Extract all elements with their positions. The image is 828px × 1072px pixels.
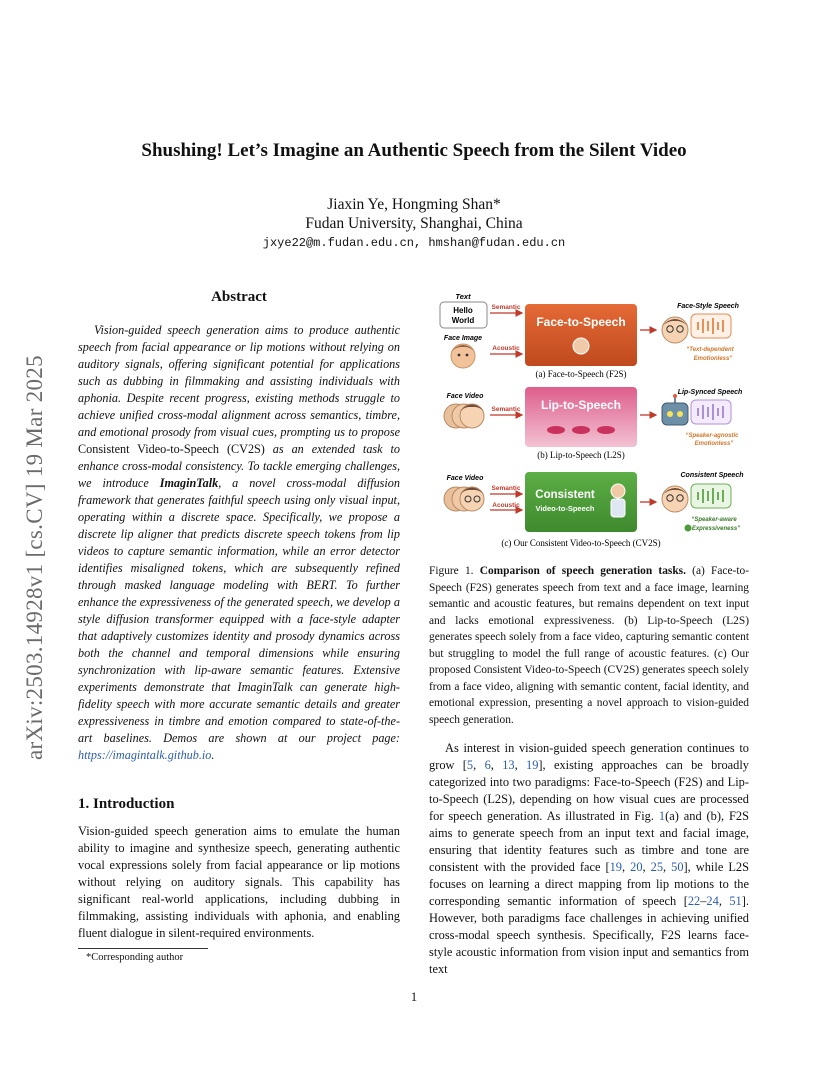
waveform-bubble-a <box>691 314 731 338</box>
paper-title: Shushing! Let’s Imagine an Authentic Speech from the Silent Video <box>141 140 687 161</box>
method-name: ImaginTalk <box>159 476 219 490</box>
speaker-face-icon-c <box>662 486 688 512</box>
text-hello: Hello <box>453 306 473 315</box>
face-video-label-c: Face Video <box>446 475 484 482</box>
cv2s-output-title: Consistent Speech <box>680 472 744 479</box>
figure-caption: Figure 1. Comparison of speech generation tasks. (a) Face-to-Speech (F2S) generates speech from text and a face image, learning semantic and acoustic features, but remains dependent on text input and lacks emotional expressiveness. (b) Lip-to-Speech (L2S) generates speech solely from a face video, capturing semantic content but struggling to model the full range of acoustic features. (c) Our proposed Consistent Video-to-Speech (CV2S) generates speech solely from a face video, aligning with semantic content, facial identity, and emotional expression, presenting a novel approach to vision-guided speech generation. <box>429 565 749 726</box>
arxiv-stamp: arXiv:2503.14928v1 [cs.CV] 19 Mar 2025 <box>22 355 47 760</box>
f2s-output-title: Face-Style Speech <box>677 303 739 310</box>
face-image-label: Face Image <box>443 335 483 342</box>
f2s-box-title: Face-to-Speech <box>536 315 626 329</box>
panel-b-label: (b) Lip-to-Speech (L2S) <box>537 450 625 460</box>
intro-text-right: As interest in vision-guided speech generation continues to grow [5, 6, 13, 19], existing approaches can be broadly categorized into two paradigms: Face-to-Speech (F2S) and Lip-to-Speech (L2S), depending on how visual cues are processed for speech generation. As illustrated in Fig. 1(a) and (b), F2S aims to generate speech from an input text and facial image, ensuring that identity features such as timbre and tone are consistent with the provided face [19, 20, 25, 50], while L2S focuses on learning a direct mapping from lip motions to the corresponding semantic information of speech [22–24, 51]. However, both paradigms face challenges in achieving unified cross-modal speech synthesis. Specifically, F2S learns face-style acoustic information from vision input and semantics from text <box>429 741 749 976</box>
figure-1 <box>428 290 750 552</box>
l2s-box <box>525 387 637 447</box>
page-number: 1 <box>410 990 418 1004</box>
l2s-box-title: Lip-to-Speech <box>541 398 621 412</box>
panel-a-label: (a) Face-to-Speech (F2S) <box>535 369 627 379</box>
teacher-icon <box>611 484 625 517</box>
lips-icon <box>547 426 615 434</box>
check-icon <box>685 525 692 532</box>
affiliation: Fudan University, Shanghai, China <box>305 215 523 232</box>
project-link[interactable]: https://imagintalk.github.io <box>78 748 212 762</box>
f2s-box <box>525 304 637 366</box>
speaker-face-icon <box>662 317 688 343</box>
face-video-label-b: Face Video <box>446 393 484 400</box>
text-input-label: Text <box>455 292 471 301</box>
arrow-acoustic-label: Acoustic <box>492 345 520 352</box>
cv2s-box-title: Consistent <box>535 489 595 501</box>
footnote: *Corresponding author <box>86 952 184 963</box>
cv2s-note-2: Expressiveness” <box>691 526 741 532</box>
intro-text: Vision-guided speech generation aims to emulate the human ability to imagine and synthesize speech, generating authentic vocal expressions solely from facial appearance or lip motions without relying on auditory signals. This capability has significant real-world applications, including dubbing in filmmaking, assisting individuals with aphonia, and enabling fluent dialogue in silent-required environments. <box>78 824 400 940</box>
intro-heading: 1. Introduction <box>78 796 175 812</box>
l2s-note: “Speaker-agnostic <box>685 433 739 439</box>
arrow-semantic-label: Semantic <box>491 304 521 311</box>
robot-icon <box>662 394 688 425</box>
face-video-icon-c <box>444 487 484 511</box>
abstract-heading: Abstract <box>211 289 267 305</box>
cv2s-note: “Speaker-aware <box>691 517 737 523</box>
task-term: Consistent Video-to-Speech (CV2S) <box>78 442 265 456</box>
arrow-acoustic-label-c: Acoustic <box>492 502 520 509</box>
panel-b <box>444 387 742 460</box>
f2s-person-icon <box>573 338 589 354</box>
f2s-note: “Text-dependent <box>686 347 734 353</box>
arrow-semantic-label-c: Semantic <box>491 485 521 492</box>
l2s-output-title: Lip-Synced Speech <box>677 389 743 396</box>
authors: Jiaxin Ye, Hongming Shan* <box>327 196 501 213</box>
waveform-bubble-b <box>691 400 731 424</box>
waveform-bubble-c <box>691 484 731 508</box>
footnote-rule <box>78 948 208 949</box>
f2s-note-2: Emotionless” <box>693 356 733 362</box>
face-video-icon-b <box>444 404 484 428</box>
panel-c <box>444 472 744 548</box>
cv2s-box-subtitle: Video-to-Speech <box>535 504 595 513</box>
panel-a <box>440 292 739 379</box>
abstract-text: Vision-guided speech generation aims to produce authentic speech from facial appearance or lip motions without relying on auditory signals, offering significant potential for applications such as dubbing in filmmaking and assisting individuals with aphonia. Despite recent progress, existing methods struggle to achieve unified cross-modal alignment across semantics, timbre, and emotional prosody from visual cues, prompting us to propose Consistent Video-to-Speech (CV2S) as an extended task to enhance cross-modal consistency. To tackle emerging challenges, we introduce ImaginTalk, a novel cross-modal diffusion framework that generates faithful speech using only visual input, operating within a discrete space. Specifically, we propose a discrete lip aligner that predicts discrete speech tokens from lip videos to capture semantic information, while an error detector identifies misaligned tokens, which are subsequently refined through masked language modeling with BERT. To further enhance the expressiveness of the generated speech, we develop a style diffusion transformer equipped with a face-style adapter that adaptively customizes identity and prosody dynamics across both the channel and temporal dimensions while ensuring synchronization with lip-aware semantic features. Extensive experiments demonstrate that ImaginTalk can generate high-fidelity speech with more accurate semantic details and greater expressiveness in timbre and emotion compared to state-of-the-art baselines. Demos are shown at our project page: https://imagintalk.github.io. <box>78 323 400 762</box>
arrow-semantic-label-b: Semantic <box>491 406 521 413</box>
text-world: World <box>451 316 475 325</box>
emails: jxye22@m.fudan.edu.cn, hmshan@fudan.edu.cn <box>262 236 566 250</box>
panel-c-label: (c) Our Consistent Video-to-Speech (CV2S) <box>501 538 661 548</box>
face-avatar-icon <box>451 344 475 368</box>
l2s-note-2: Emotionless” <box>694 441 734 447</box>
